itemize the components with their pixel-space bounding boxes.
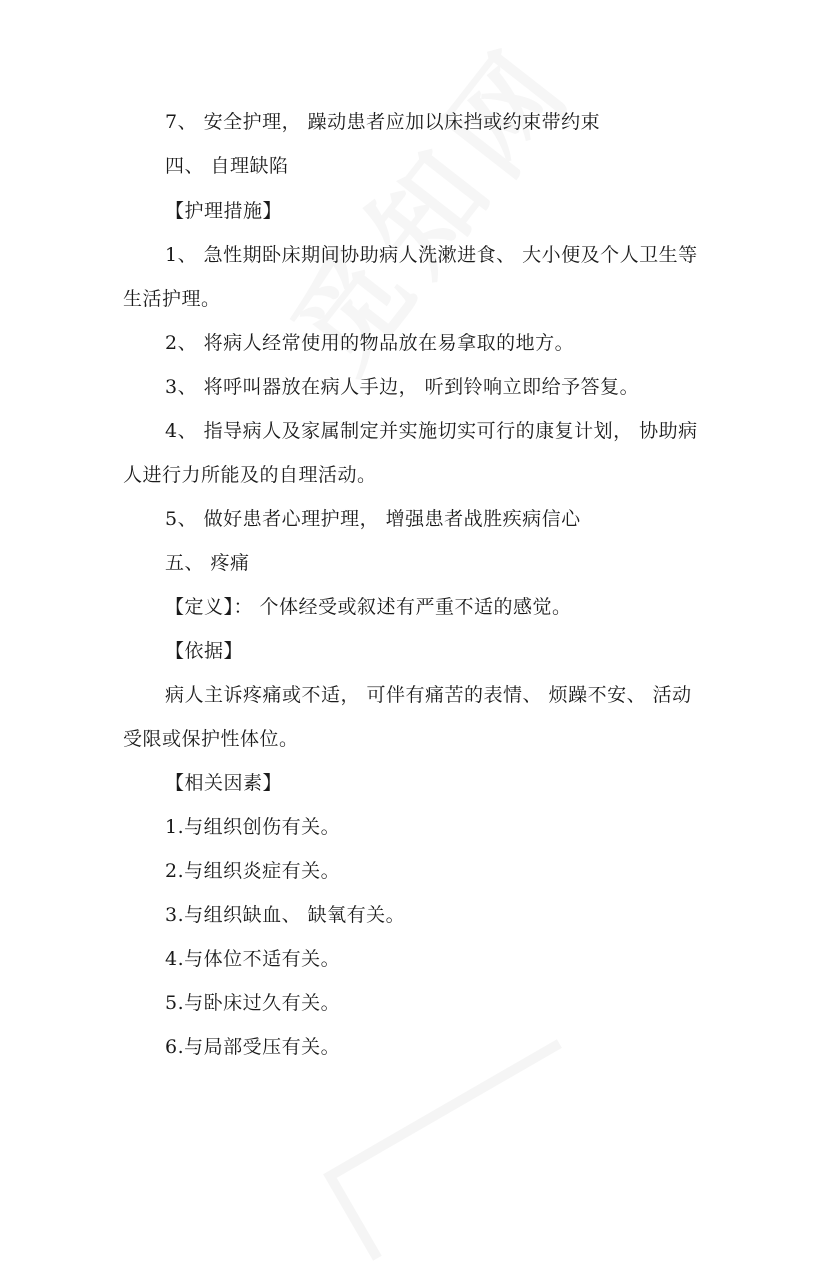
list-item: 6.与局部受压有关。 bbox=[165, 1036, 341, 1058]
subheading: 【相关因素】 bbox=[165, 772, 283, 794]
subheading: 【依据】 bbox=[165, 640, 244, 662]
list-item: 4.与体位不适有关。 bbox=[165, 948, 341, 970]
text-line: 人进行力所能及的自理活动。 bbox=[123, 464, 377, 486]
section-heading: 四、 自理缺陷 bbox=[165, 155, 289, 177]
text-line: 受限或保护性体位。 bbox=[123, 728, 299, 750]
text-line: 5、 做好患者心理护理， 增强患者战胜疾病信心 bbox=[165, 508, 581, 530]
text-line: 7、 安全护理， 躁动患者应加以床挡或约束带约束 bbox=[165, 111, 601, 133]
subheading: 【护理措施】 bbox=[165, 200, 283, 222]
list-item: 5.与卧床过久有关。 bbox=[165, 992, 341, 1014]
watermark-shape bbox=[323, 1039, 607, 1261]
text-line: 病人主诉疼痛或不适， 可伴有痛苦的表情、 烦躁不安、 活动 bbox=[165, 684, 692, 706]
section-heading: 五、 疼痛 bbox=[165, 552, 250, 574]
definition-line: 【定义】： 个体经受或叙述有严重不适的感觉。 bbox=[165, 596, 572, 618]
text-line: 4、 指导病人及家属制定并实施切实可行的康复计划， 协助病 bbox=[165, 420, 698, 442]
list-item: 2.与组织炎症有关。 bbox=[165, 860, 341, 882]
text-line: 2、 将病人经常使用的物品放在易拿取的地方。 bbox=[165, 332, 575, 354]
text-line: 3、 将呼叫器放在病人手边， 听到铃响立即给予答复。 bbox=[165, 376, 640, 398]
text-line: 生活护理。 bbox=[123, 288, 221, 310]
list-item: 1.与组织创伤有关。 bbox=[165, 816, 341, 838]
text-line: 1、 急性期卧床期间协助病人洗漱进食、 大小便及个人卫生等 bbox=[165, 244, 698, 266]
list-item: 3.与组织缺血、 缺氧有关。 bbox=[165, 904, 406, 926]
